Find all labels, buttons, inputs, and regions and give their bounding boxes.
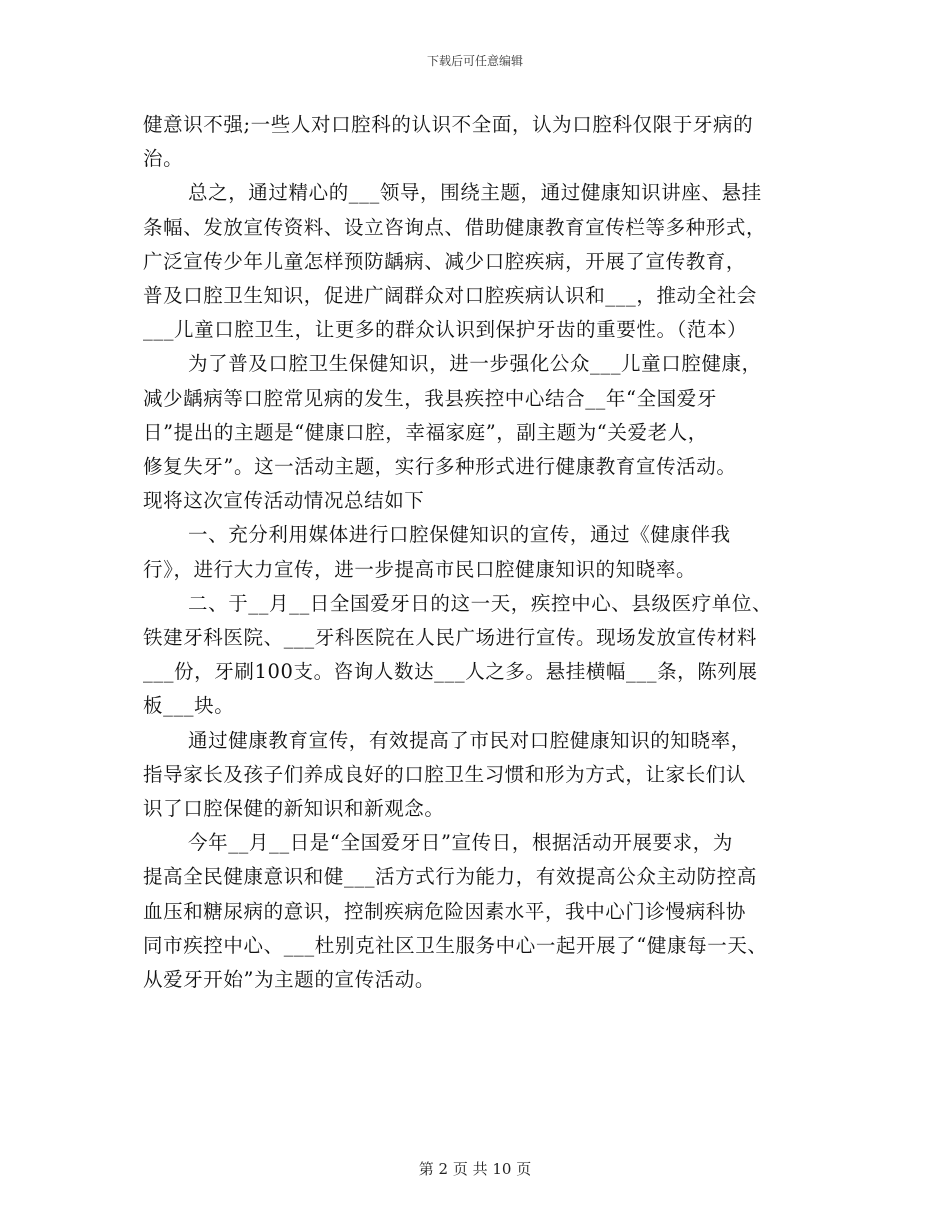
text-line: ___份，牙刷100支。咨询人数达___人之多。悬挂横幅___条，陈列展 (143, 660, 758, 684)
text-line: 通过健康教育宣传，有效提高了市民对口腔健康知识的知晓率， (188, 728, 751, 752)
text-line: 铁建牙科医院、___牙科医院在人民广场进行宣传。现场发放宣传材料 (143, 626, 757, 650)
text-line: 指导家长及孩子们养成良好的口腔卫生习惯和形为方式，让家长们认 (143, 762, 747, 786)
text-line: 识了口腔保健的新知识和新观念。 (143, 797, 445, 821)
text-line: 健意识不强;一些人对口腔科的认识不全面，认为口腔科仅限于牙病的 (143, 113, 754, 136)
text-line: 普及口腔卫生知识，促进广阔群众对口腔疾病认识和___，推动全社会 (143, 284, 757, 308)
page-number-label: 第 2 页 共 10 页 (418, 1160, 532, 1178)
text-line: 为了普及口腔卫生保健知识，进一步强化公众___儿童口腔健康， (188, 352, 762, 376)
text-line: 条幅、发放宣传资料、设立咨询点、借助健康教育宣传栏等多种形式， (143, 215, 767, 239)
text-line: 同市疾控中心、___杜别克社区卫生服务中心一起开展了“健康每一天、 (143, 933, 768, 957)
text-line: 日”提出的主题是“健康口腔，幸福家庭”，副主题为“关爱老人， (143, 420, 708, 444)
header-note: 下载后可任意编辑 (426, 54, 523, 68)
text-line: 二、于__月__日全国爱牙日的这一天，疾控中心、县级医疗单位、 (188, 591, 773, 615)
text-line: 提高全民健康意识和健___活方式行为能力，有效提高公众主动防控高 (143, 865, 757, 889)
text-line: 行》，进行大力宣传，进一步提高市民口腔健康知识的知晓率。 (143, 557, 697, 581)
text-line: 修复失牙”。这一活动主题，实行多种形式进行健康教育宣传活动。 (143, 455, 737, 479)
text-line: 减少龋病等口腔常见病的发生，我县疾控中心结合__年“全国爱牙 (143, 386, 717, 410)
text-line: 板___块。 (143, 694, 235, 718)
document-body (143, 108, 813, 997)
text-line: 总之，通过精心的___领导，围绕主题，通过健康知识讲座、悬挂 (188, 181, 762, 205)
page-footer (0, 1158, 950, 1179)
text-line: ___儿童口腔卫生，让更多的群众认识到保护牙齿的重要性。（范本） (143, 318, 748, 342)
text-line: 现将这次宣传活动情况总结如下 (143, 489, 425, 513)
text-line: 今年__月__日是“全国爱牙日”宣传日，根据活动开展要求，为 (188, 831, 733, 855)
text-line: 血压和糖尿病的意识，控制疾病危险因素水平，我中心门诊慢病科协 (143, 899, 747, 923)
text-line: 广泛宣传少年儿童怎样预防龋病、减少口腔疾病，开展了宣传教育， (143, 249, 747, 273)
page-header (0, 52, 950, 69)
text-line: 一、充分利用媒体进行口腔保健知识的宣传，通过《健康伴我 (188, 523, 731, 547)
text-line: 治。 (143, 147, 184, 171)
text-line: 从爱牙开始”为主题的宣传活动。 (143, 968, 435, 992)
